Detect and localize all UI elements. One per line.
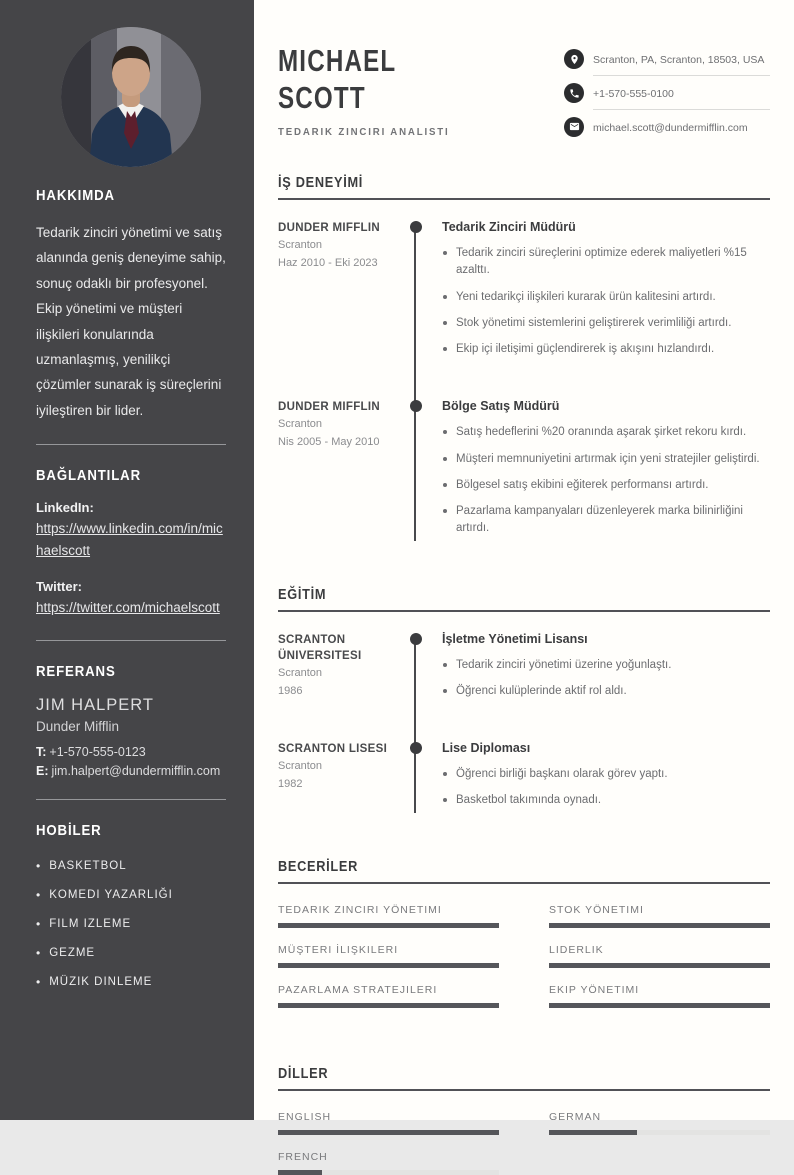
bullet-icon: • — [36, 916, 42, 931]
skill-bar-track — [278, 923, 499, 928]
skill-label: TEDARIK ZINCIRI YÖNETIMI — [278, 903, 442, 916]
hobby-label: KOMEDI YAZARLIĞI — [49, 888, 173, 901]
entry-period: 1982 — [278, 778, 303, 791]
sidebar-divider — [36, 640, 226, 641]
main-content — [254, 0, 794, 1163]
education-entry — [278, 632, 770, 710]
language-bar-fill — [278, 1130, 499, 1135]
entry-location: Scranton — [278, 666, 323, 679]
entry-organization: SCRANTON LISESI — [278, 743, 388, 755]
skill-item — [278, 904, 499, 928]
entry-organization: SCRANTON ÜNIVERSITESI — [278, 633, 362, 662]
link-url[interactable]: https://twitter.com/michaelscott — [36, 599, 220, 615]
entry-left-column — [278, 632, 415, 710]
entry-bullets — [442, 766, 770, 810]
hobby-label: GEZME — [49, 946, 96, 959]
skills-grid — [278, 904, 770, 1008]
language-bar-fill — [549, 1130, 637, 1135]
sidebar — [0, 0, 254, 1120]
timeline-dot — [410, 221, 422, 233]
entry-bullet: Öğrenci kulüplerinde aktif rol aldı. — [442, 683, 770, 700]
reference-email — [36, 764, 226, 778]
link-label: Twitter: — [36, 578, 82, 594]
entry-bullet: Tedarik zinciri süreçlerini optimize ederek maliyetleri %15 azalttı. — [442, 245, 770, 280]
link-group — [36, 500, 226, 563]
profile-photo — [61, 27, 201, 167]
skill-label: LIDERLIK — [549, 943, 604, 956]
contact-text: +1-570-555-0100 — [593, 88, 674, 100]
contact-text: michael.scott@dundermifflin.com — [593, 122, 748, 134]
section-rule — [278, 1089, 770, 1091]
hobby-label: BASKETBOL — [49, 859, 127, 872]
contact-text-wrap — [593, 42, 770, 76]
entry-bullet: Stok yönetimi sistemlerini geliştirerek verimliliği artırdı. — [442, 315, 770, 332]
skill-label: MÜŞTERI İLIŞKILERI — [278, 943, 399, 956]
education-heading: EĞİTİM — [278, 586, 327, 603]
bullet-icon: • — [36, 974, 42, 989]
language-item — [278, 1151, 499, 1175]
entry-location: Scranton — [278, 418, 323, 431]
header — [278, 38, 770, 143]
skill-bar-track — [278, 1003, 499, 1008]
skill-item — [278, 984, 499, 1008]
hobby-label: MÜZIK DINLEME — [49, 975, 153, 988]
skill-bar-fill — [549, 1003, 770, 1008]
contact-text-wrap — [593, 76, 770, 110]
last-name: SCOTT — [278, 80, 366, 116]
reference-company: Dunder Mifflin — [36, 718, 120, 734]
links-heading: BAĞLANTILAR — [36, 467, 142, 484]
entry-bullet: Ekip içi iletişimi güçlendirerek iş akışını hızlandırdı. — [442, 341, 770, 358]
contact-row — [564, 42, 770, 76]
hobby-item — [36, 917, 226, 931]
email-icon — [564, 117, 584, 137]
skill-item — [549, 944, 770, 968]
skill-label: EKIP YÖNETIMI — [549, 983, 640, 996]
skill-bar-track — [549, 923, 770, 928]
contact-row — [564, 110, 770, 143]
hobby-item — [36, 859, 226, 873]
timeline-dot — [410, 400, 422, 412]
sidebar-divider — [36, 444, 226, 445]
entry-details — [415, 632, 770, 710]
education-timeline — [278, 632, 770, 819]
bullet-icon: • — [36, 858, 42, 873]
timeline-dot — [410, 742, 422, 754]
section-education — [278, 587, 770, 819]
hobbies-list — [36, 859, 226, 989]
entry-details — [415, 399, 770, 546]
entry-bullet: Satış hedeflerini %20 oranında aşarak şirket rekoru kırdı. — [442, 424, 770, 441]
link-group — [36, 579, 226, 619]
reference-email-label: E: — [36, 763, 49, 778]
phone-icon — [564, 83, 584, 103]
contact-text: Scranton, PA, Scranton, 18503, USA — [593, 54, 765, 66]
reference-phone — [36, 745, 226, 759]
link-label: LinkedIn: — [36, 500, 94, 515]
entry-title: Tedarik Zinciri Müdürü — [442, 220, 576, 234]
link-url[interactable]: https://www.linkedin.com/in/michaelscott — [36, 521, 223, 559]
entry-bullets — [442, 424, 770, 537]
experience-heading: İŞ DENEYİMİ — [278, 175, 364, 191]
entry-location: Scranton — [278, 760, 323, 773]
entry-left-column — [278, 220, 415, 367]
links-list — [36, 500, 226, 619]
skill-bar-track — [549, 1003, 770, 1008]
language-label: GERMAN — [549, 1110, 602, 1123]
about-text: Tedarik zinciri yönetimi ve satış alanında geniş deneyime sahip, sonuç odaklı bir profesyonel. Ekip yönetimi ve müşteri ilişkileri konularında uzmanlaşmış, yenilikçi çözümler sunarak iş süreçlerini iyileştiren bir lider. — [36, 225, 226, 418]
hobbies-heading: HOBİLER — [36, 821, 102, 839]
section-languages — [278, 1066, 770, 1175]
skill-item — [278, 944, 499, 968]
entry-location: Scranton — [278, 239, 323, 252]
skill-bar-fill — [278, 1003, 499, 1008]
language-label: ENGLISH — [278, 1110, 332, 1123]
bullet-icon: • — [36, 887, 42, 902]
entry-title: İşletme Yönetimi Lisansı — [442, 631, 588, 646]
entry-bullet: Basketbol takımında oynadı. — [442, 792, 770, 809]
entry-organization: DUNDER MIFFLIN — [278, 401, 380, 414]
entry-details — [415, 220, 770, 367]
entry-left-column — [278, 741, 415, 819]
reference-phone-value: +1-570-555-0123 — [49, 744, 146, 759]
section-rule — [278, 198, 770, 200]
skill-item — [549, 904, 770, 928]
skill-bar-fill — [549, 923, 770, 928]
experience-timeline — [278, 220, 770, 547]
experience-entry — [278, 399, 770, 546]
languages-heading: DİLLER — [278, 1065, 329, 1082]
language-label: FRENCH — [278, 1150, 328, 1163]
profile-photo-illustration — [61, 27, 201, 167]
entry-details — [415, 741, 770, 819]
skill-item — [549, 984, 770, 1008]
hobby-label: FILM IZLEME — [49, 917, 132, 930]
language-item — [278, 1111, 499, 1135]
contact-block — [564, 42, 770, 143]
section-experience — [278, 175, 770, 547]
entry-bullets — [442, 657, 770, 701]
section-rule — [278, 610, 770, 612]
skill-bar-fill — [278, 923, 499, 928]
language-bar-track — [549, 1130, 770, 1135]
entry-left-column — [278, 399, 415, 546]
hobby-item — [36, 888, 226, 902]
language-bar-track — [278, 1130, 499, 1135]
reference-heading: REFERANS — [36, 662, 116, 680]
entry-bullet: Pazarlama kampanyaları düzenleyerek marka bilinirliğini artırdı. — [442, 503, 770, 538]
job-title: TEDARIK ZINCIRI ANALISTI — [278, 126, 450, 139]
entry-bullet: Tedarik zinciri yönetimi üzerine yoğunlaştı. — [442, 657, 770, 674]
language-bar-track — [278, 1170, 499, 1175]
skill-label: STOK YÖNETIMI — [549, 903, 644, 916]
location-icon — [564, 49, 584, 69]
reference-phone-label: T: — [36, 744, 47, 759]
skill-bar-fill — [549, 963, 770, 968]
first-name: MICHAEL — [278, 43, 397, 78]
entry-organization: DUNDER MIFFLIN — [278, 222, 380, 234]
experience-entry — [278, 220, 770, 367]
entry-title: Lise Diploması — [442, 741, 531, 755]
education-entry — [278, 741, 770, 819]
sidebar-divider — [36, 799, 226, 800]
entry-period: Haz 2010 - Eki 2023 — [278, 257, 378, 270]
contact-row — [564, 76, 770, 110]
entry-period: 1986 — [278, 684, 303, 697]
timeline-dot — [410, 633, 422, 645]
entry-bullets — [442, 245, 770, 358]
about-heading: HAKKIMDA — [36, 187, 115, 204]
reference-email-value: jim.halpert@dundermifflin.com — [51, 763, 221, 778]
skill-label: PAZARLAMA STRATEJILERI — [278, 983, 438, 996]
skills-heading: BECERİLER — [278, 858, 359, 875]
hobby-item — [36, 946, 226, 960]
bullet-icon: • — [36, 945, 42, 960]
entry-bullet: Müşteri memnuniyetini artırmak için yeni stratejiler geliştirdi. — [442, 451, 770, 468]
contact-text-wrap — [593, 110, 770, 143]
entry-title: Bölge Satış Müdürü — [442, 399, 560, 414]
language-item — [549, 1111, 770, 1135]
name-block — [278, 38, 464, 138]
languages-grid — [278, 1111, 770, 1175]
section-skills — [278, 859, 770, 1008]
hobby-item — [36, 975, 226, 989]
section-rule — [278, 882, 770, 884]
entry-bullet: Bölgesel satış ekibini eğiterek performansı artırdı. — [442, 477, 770, 494]
skill-bar-fill — [278, 963, 499, 968]
reference-name: JIM HALPERT — [36, 695, 154, 714]
skill-bar-track — [549, 963, 770, 968]
skill-bar-track — [278, 963, 499, 968]
entry-bullet: Yeni tedarikçi ilişkileri kurarak ürün kalitesini artırdı. — [442, 289, 770, 306]
language-bar-fill — [278, 1170, 322, 1175]
entry-bullet: Öğrenci birliği başkanı olarak görev yaptı. — [442, 766, 770, 783]
entry-period: Nis 2005 - May 2010 — [278, 436, 380, 449]
